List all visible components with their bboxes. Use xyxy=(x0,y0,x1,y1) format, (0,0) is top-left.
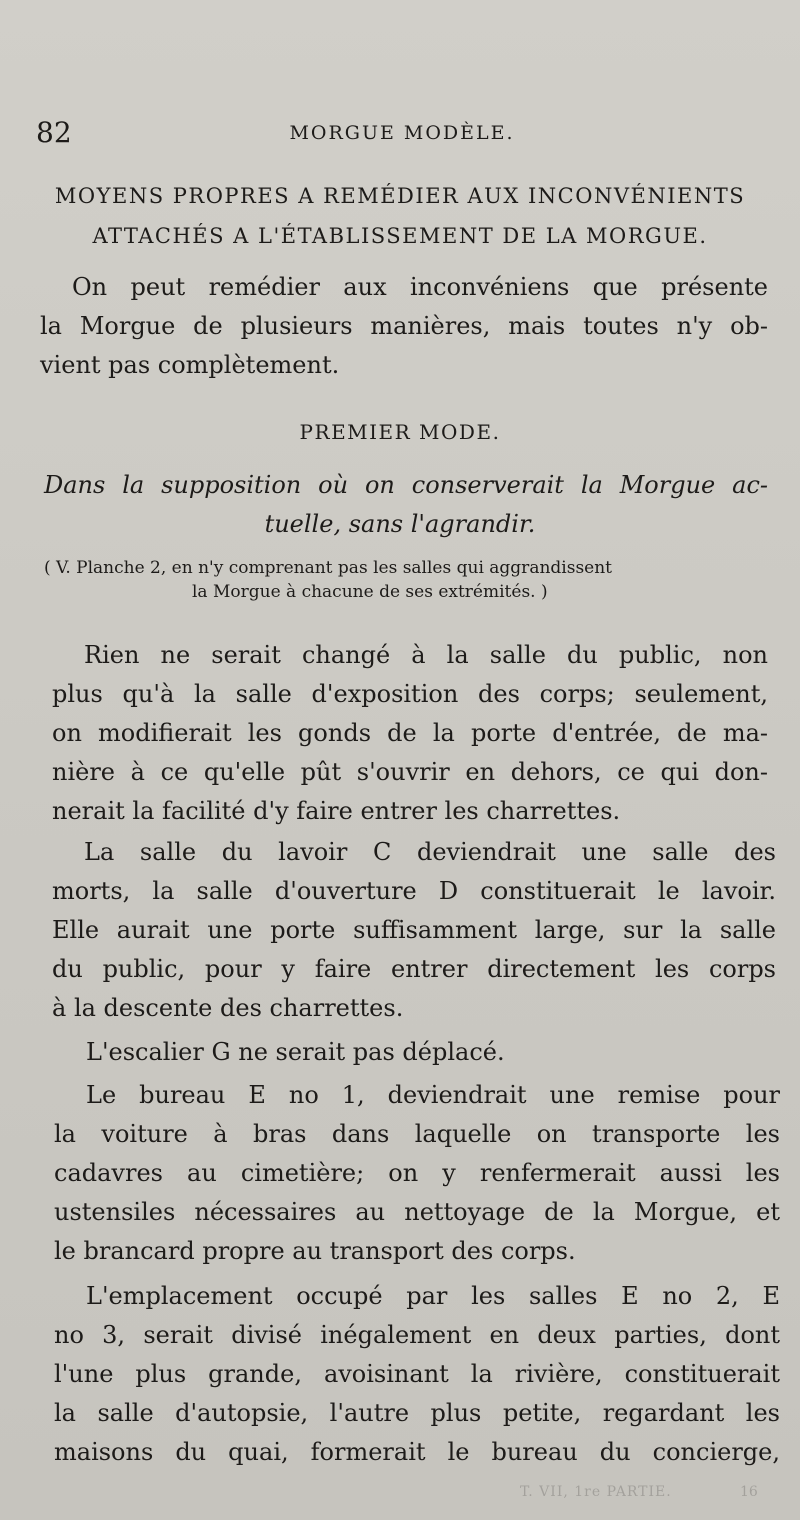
paragraph-line: l'une plus grande, avoisinant la rivière, constituerait xyxy=(54,1360,780,1388)
page-header xyxy=(32,116,772,156)
paragraph-line: ustensiles nécessaires au nettoyage de la Morgue, et xyxy=(54,1198,780,1226)
paragraph-line: la salle d'autopsie, l'autre plus petite, regardant les xyxy=(54,1399,780,1427)
paragraph-line: L'escalier G ne serait pas déplacé. xyxy=(86,1038,505,1066)
footer-number: 16 xyxy=(740,1484,758,1500)
paragraph-line: la voiture à bras dans laquelle on transporte les xyxy=(54,1120,780,1148)
mode-subtitle-line: Dans la supposition où on conserverait la Morgue ac- xyxy=(44,471,768,499)
paragraph-line: à la descente des charrettes. xyxy=(52,994,404,1022)
paragraph-line: L'emplacement occupé par les salles E no 2, E xyxy=(86,1282,780,1310)
paragraph-line: morts, la salle d'ouverture D constituerait le lavoir. xyxy=(52,877,776,905)
paragraph-line: cadavres au cimetière; on y renfermerait aussi les xyxy=(54,1159,780,1187)
paragraph-line: on modifierait les gonds de la porte d'entrée, de ma- xyxy=(52,719,768,747)
running-title: MORGUE MODÈLE. xyxy=(289,122,515,144)
paragraph-line: Elle aurait une porte suffisamment large, sur la salle xyxy=(52,916,776,944)
paragraph-line: le brancard propre au transport des corps. xyxy=(54,1237,576,1265)
intro-line: vient pas complètement. xyxy=(40,351,340,379)
paragraph-line: Le bureau E no 1, deviendrait une remise pour xyxy=(86,1081,780,1109)
page-number: 82 xyxy=(36,116,72,149)
plate-note-line: ( V. Planche 2, en n'y comprenant pas les salles qui aggrandissent xyxy=(44,558,613,578)
intro-line: la Morgue de plusieurs manières, mais toutes n'y ob- xyxy=(40,312,768,340)
paragraph-line: du public, pour y faire entrer directement les corps xyxy=(52,955,776,983)
mode-heading: PREMIER MODE. xyxy=(299,420,501,444)
section-title-line-1: MOYENS PROPRES A REMÉDIER AUX INCONVÉNIENTS xyxy=(54,184,746,208)
intro-line: On peut remédier aux inconvéniens que présente xyxy=(72,273,768,301)
paragraph-line: nerait la facilité d'y faire entrer les charrettes. xyxy=(52,797,621,825)
section-title-line-2: ATTACHÉS A L'ÉTABLISSEMENT DE LA MORGUE. xyxy=(92,224,708,248)
paragraph-line: no 3, serait divisé inégalement en deux parties, dont xyxy=(54,1321,780,1349)
paragraph-line: La salle du lavoir C deviendrait une salle des xyxy=(84,838,776,866)
paragraph-line: nière à ce qu'elle pût s'ouvrir en dehors, ce qui don- xyxy=(52,758,768,786)
mode-subtitle-line: tuelle, sans l'agrandir. xyxy=(264,510,536,538)
footer-signature: T. VII, 1re PARTIE. xyxy=(520,1484,672,1500)
plate-note-line: la Morgue à chacune de ses extrémités. ) xyxy=(192,582,548,602)
paragraph-line: maisons du quai, formerait le bureau du concierge, xyxy=(54,1438,780,1466)
paragraph-line: Rien ne serait changé à la salle du public, non xyxy=(84,641,768,669)
paragraph-line: plus qu'à la salle d'exposition des corps; seulement, xyxy=(52,680,768,708)
